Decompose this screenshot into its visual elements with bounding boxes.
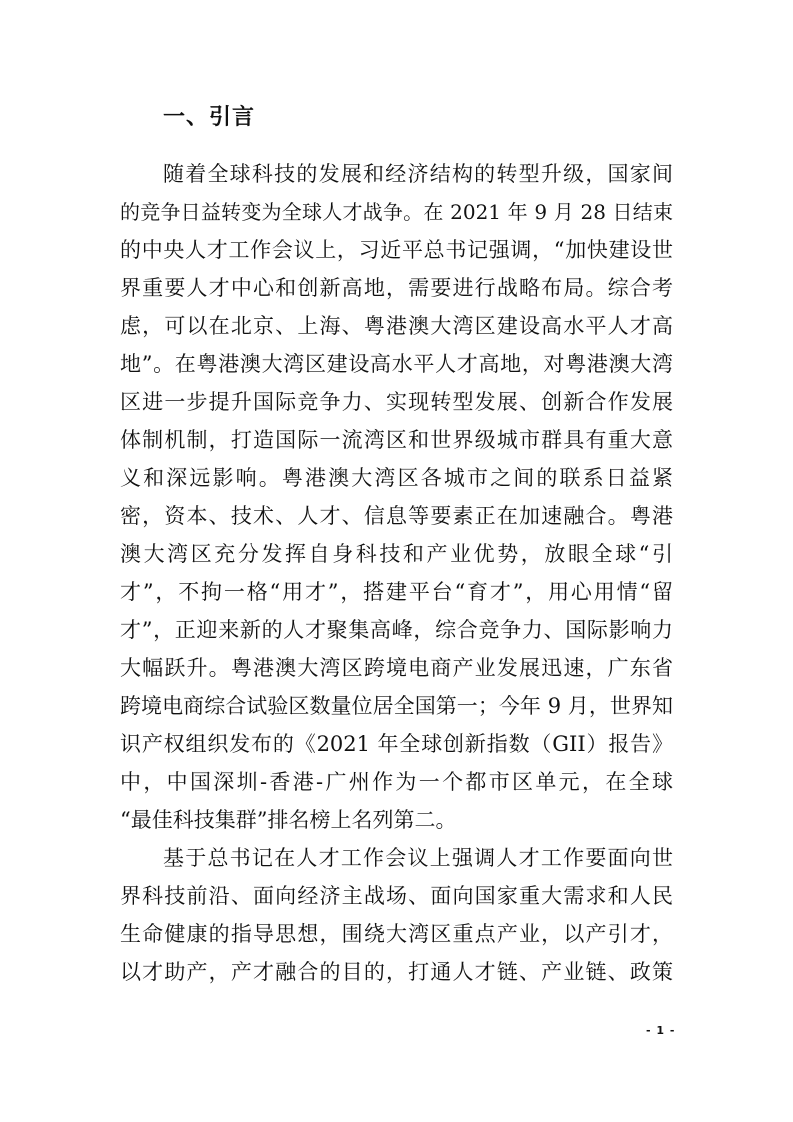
paragraph-line: 以才助产，产才融合的目的，打通人才链、产业链、政策 <box>120 960 673 984</box>
section-heading: 一、引言 <box>163 105 256 130</box>
paragraph-line: 的竞争日益转变为全球人才战争。在 2021 年 9 月 28 日结束 <box>120 200 673 224</box>
paragraph-line: 随着全球科技的发展和经济结构的转型升级，国家间 <box>163 162 673 186</box>
paragraph-line: 界重要人才中心和创新高地，需要进行战略布局。综合考 <box>120 276 673 300</box>
paragraph-line: 的中央人才工作会议上，习近平总书记强调，“加快建设世 <box>120 238 673 262</box>
paragraph-line: 才”，不拘一格“用才”，搭建平台“育才”，用心用情“留 <box>120 580 673 604</box>
page-number: - 1 - <box>646 1024 676 1037</box>
paragraph-line: 密，资本、技术、人才、信息等要素正在加速融合。粤港 <box>120 504 673 528</box>
paragraph-line: 义和深远影响。粤港澳大湾区各城市之间的联系日益紧 <box>120 466 673 490</box>
paragraph-line: 跨境电商综合试验区数量位居全国第一；今年 9 月，世界知 <box>120 694 673 718</box>
paragraph-line: 识产权组织发布的《2021 年全球创新指数（GII）报告》 <box>120 732 673 756</box>
paragraph-line: “最佳科技集群”排名榜上名列第二。 <box>120 808 457 832</box>
paragraph-line: 基于总书记在人才工作会议上强调人才工作要面向世 <box>163 846 673 870</box>
paragraph-line: 体制机制，打造国际一流湾区和世界级城市群具有重大意 <box>120 428 673 452</box>
paragraph-line: 生命健康的指导思想，围绕大湾区重点产业，以产引才， <box>120 922 673 946</box>
paragraph-line: 大幅跃升。粤港澳大湾区跨境电商产业发展迅速，广东省 <box>120 656 673 680</box>
paragraph-line: 虑，可以在北京、上海、粤港澳大湾区建设高水平人才高 <box>120 314 673 338</box>
paragraph-line: 澳大湾区充分发挥自身科技和产业优势，放眼全球“引 <box>120 542 673 566</box>
paragraph-line: 才”，正迎来新的人才聚集高峰，综合竞争力、国际影响力 <box>120 618 673 642</box>
paragraph-line: 区进一步提升国际竞争力、实现转型发展、创新合作发展 <box>120 390 673 414</box>
paragraph-line: 界科技前沿、面向经济主战场、面向国家重大需求和人民 <box>120 884 673 908</box>
paragraph-line: 中，中国深圳-香港-广州作为一个都市区单元，在全球 <box>120 770 673 794</box>
paragraph-line: 地”。在粤港澳大湾区建设高水平人才高地，对粤港澳大湾 <box>120 352 673 376</box>
